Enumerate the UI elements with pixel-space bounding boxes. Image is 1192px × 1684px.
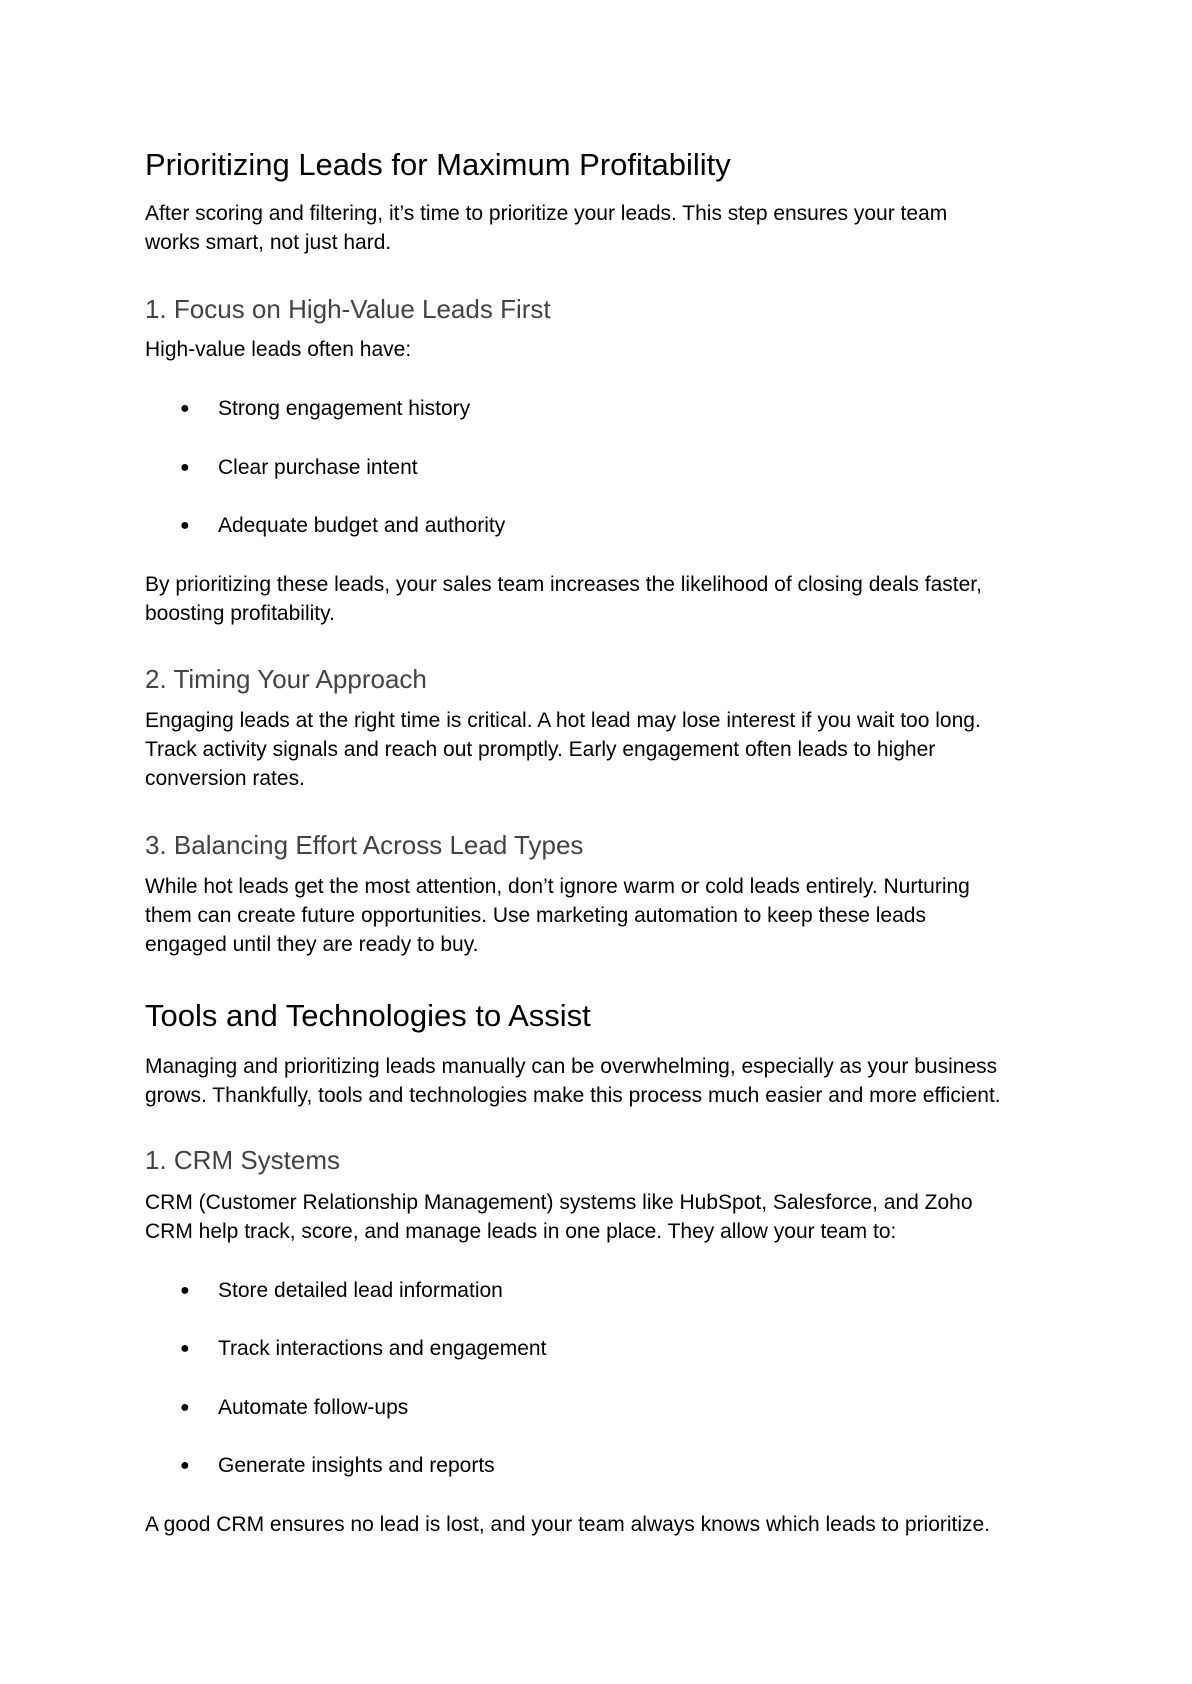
high-value-lead: High-value leads often have: xyxy=(145,338,412,361)
heading-balancing: 3. Balancing Effort Across Lead Types xyxy=(145,830,584,860)
text-line: works smart, not just hard. xyxy=(145,231,392,254)
heading-high-value: 1. Focus on High-Value Leads First xyxy=(145,294,551,324)
text-line: After scoring and filtering, it’s time to prioritize your leads. This step ensures your team xyxy=(145,202,948,225)
bullet-icon: ● xyxy=(180,400,190,417)
balancing-paragraph xyxy=(145,872,970,959)
list-item-text: Track interactions and engagement xyxy=(218,1337,547,1360)
text-line: grows. Thankfully, tools and technologies make this process much easier and more efficient. xyxy=(145,1084,1001,1107)
list-item-text: Automate follow-ups xyxy=(218,1396,409,1419)
bullet-icon: ● xyxy=(180,1399,190,1416)
timing-paragraph xyxy=(145,706,981,793)
text-line: conversion rates. xyxy=(145,767,305,790)
text-line: Engaging leads at the right time is critical. A hot lead may lose interest if you wait too long. xyxy=(145,709,981,732)
list-item-text: Store detailed lead information xyxy=(218,1279,503,1302)
high-value-summary xyxy=(145,570,982,628)
list-item-text: Clear purchase intent xyxy=(218,456,418,479)
heading-timing: 2. Timing Your Approach xyxy=(145,664,427,694)
text-line: CRM (Customer Relationship Management) systems like HubSpot, Salesforce, and Zoho xyxy=(145,1191,973,1214)
text-line: Managing and prioritizing leads manually can be overwhelming, especially as your business xyxy=(145,1055,998,1078)
bullet-icon: ● xyxy=(180,459,190,476)
section-title-prioritizing: Prioritizing Leads for Maximum Profitability xyxy=(145,147,731,182)
bullet-icon: ● xyxy=(180,1282,190,1299)
list-item-text: Strong engagement history xyxy=(218,397,471,420)
text-line: A good CRM ensures no lead is lost, and your team always knows which leads to prioritize. xyxy=(145,1513,991,1536)
text-line: engaged until they are ready to buy. xyxy=(145,933,479,956)
text-line: While hot leads get the most attention, don’t ignore warm or cold leads entirely. Nurturing xyxy=(145,875,970,898)
text-line: them can create future opportunities. Use marketing automation to keep these leads xyxy=(145,904,926,927)
text-line: Track activity signals and reach out promptly. Early engagement often leads to higher xyxy=(145,738,936,761)
text-line: CRM help track, score, and manage leads in one place. They allow your team to: xyxy=(145,1220,897,1243)
text-line: boosting profitability. xyxy=(145,602,335,625)
crm-paragraph xyxy=(145,1188,973,1246)
crm-summary xyxy=(145,1510,990,1539)
intro-paragraph xyxy=(145,199,947,257)
bullet-icon: ● xyxy=(180,517,190,534)
bullet-icon: ● xyxy=(180,1340,190,1357)
section-title-tools: Tools and Technologies to Assist xyxy=(145,998,591,1033)
list-item-text: Adequate budget and authority xyxy=(218,514,506,537)
bullet-icon: ● xyxy=(180,1457,190,1474)
tools-intro xyxy=(145,1052,1001,1110)
list-item-text: Generate insights and reports xyxy=(218,1454,495,1477)
text-line: By prioritizing these leads, your sales team increases the likelihood of closing deals faster, xyxy=(145,573,982,596)
heading-crm: 1. CRM Systems xyxy=(145,1145,341,1175)
